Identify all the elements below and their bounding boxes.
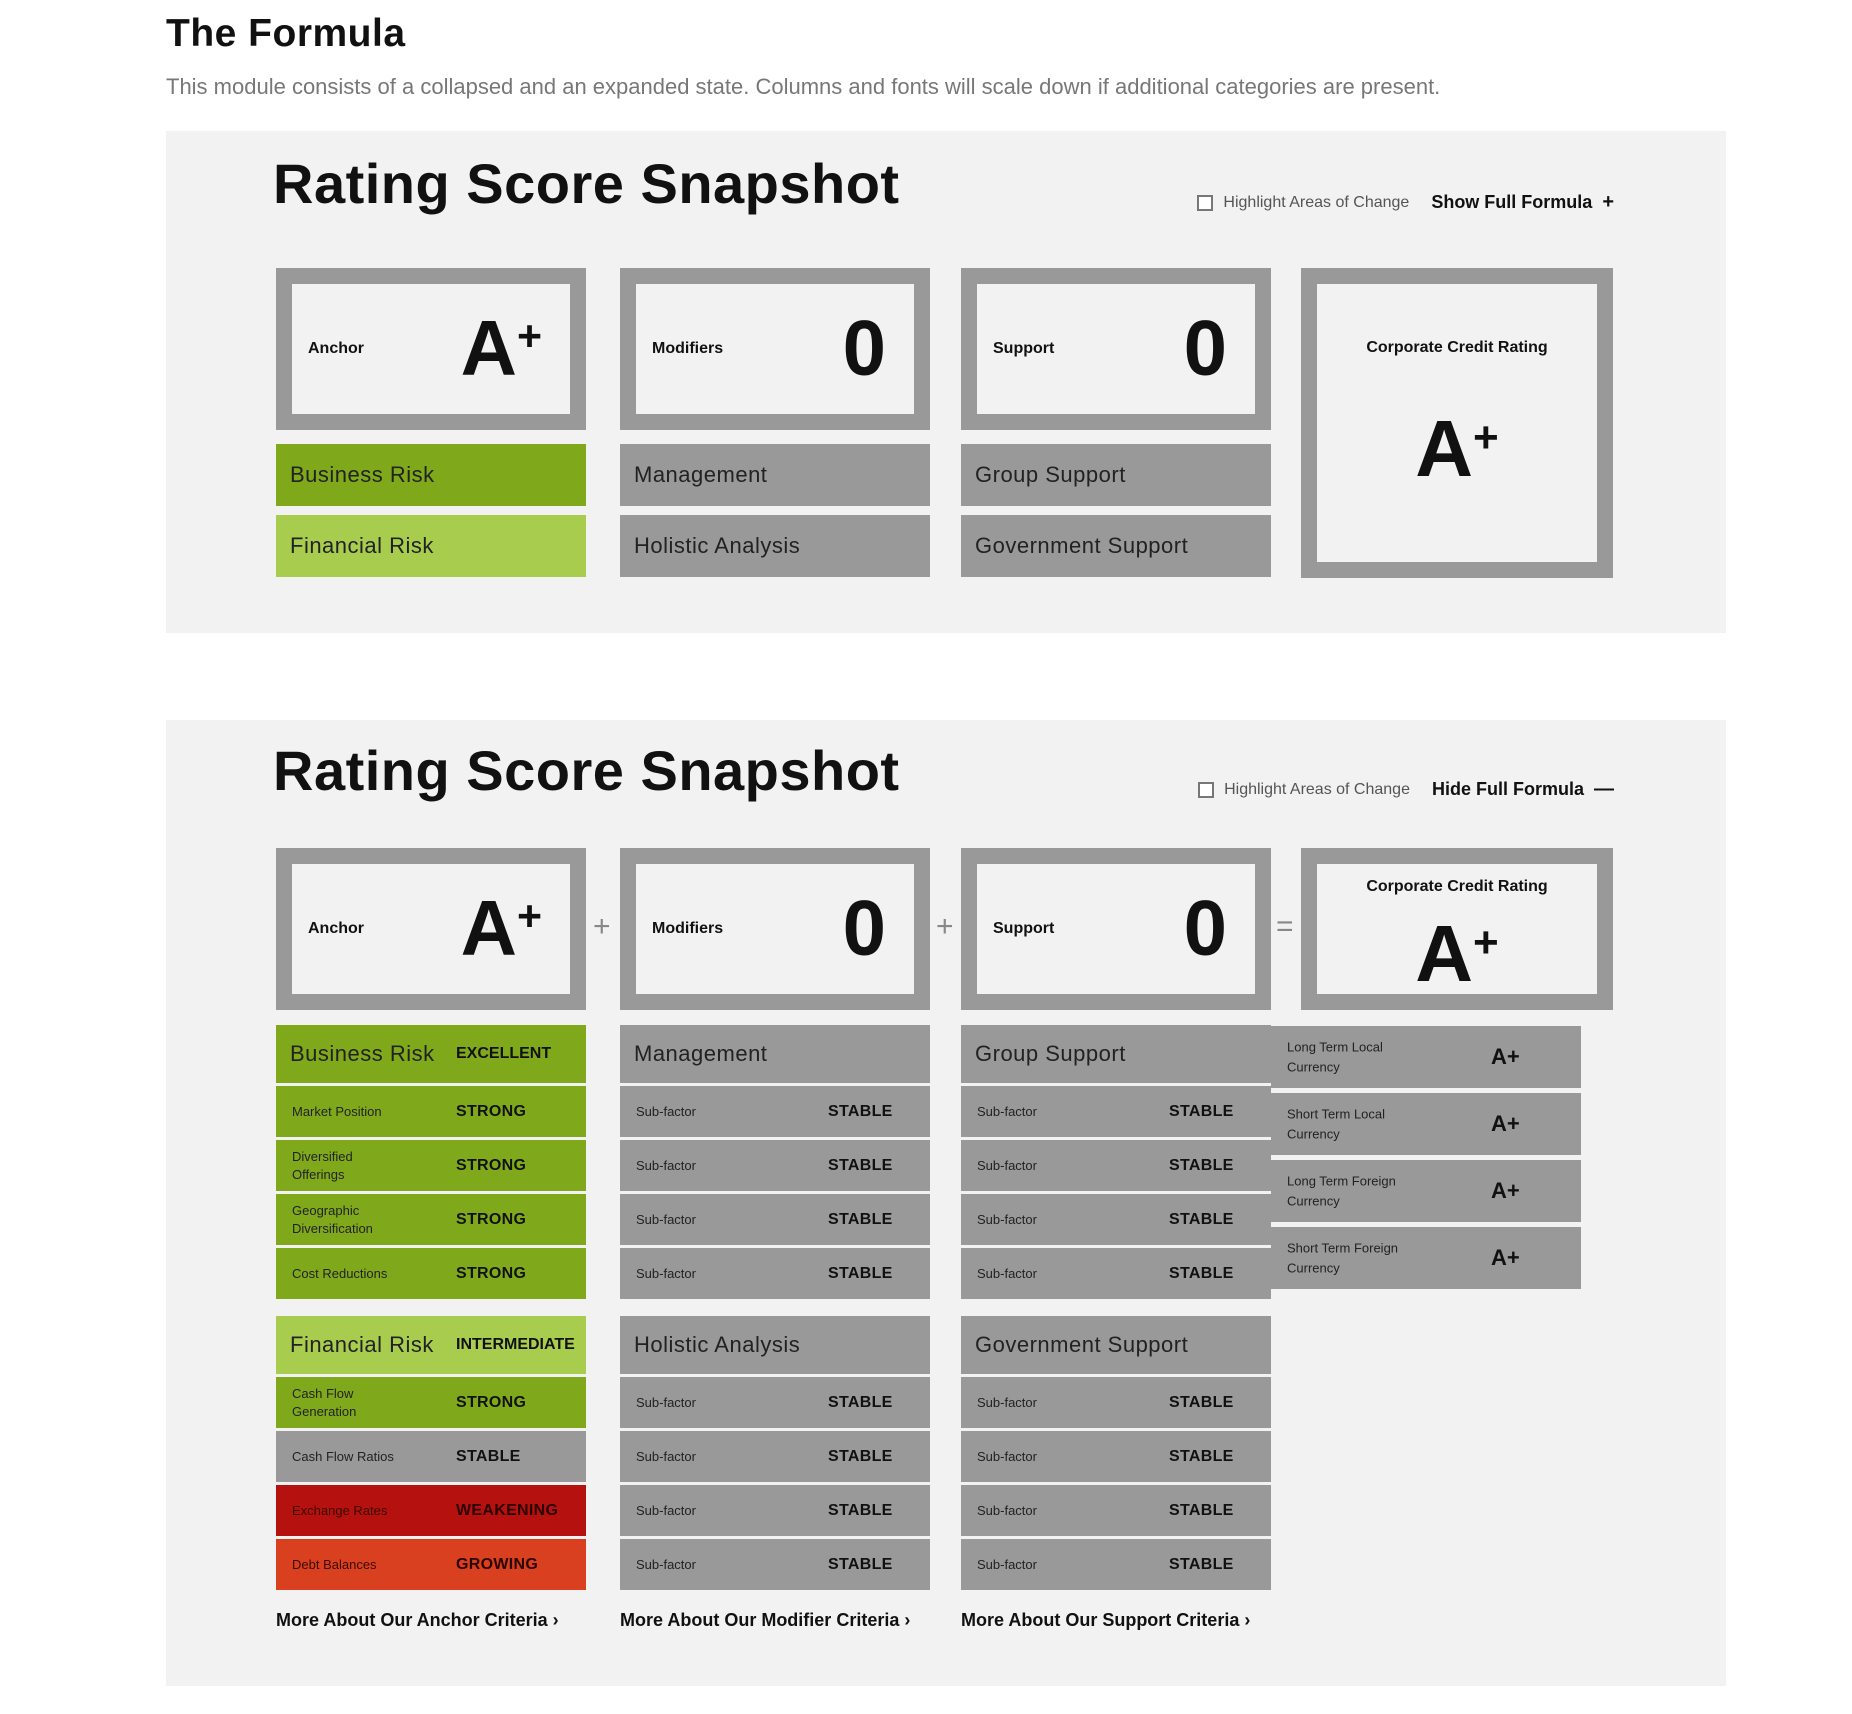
row-label: Sub-factor	[977, 1502, 1037, 1518]
snapshot-expanded-panel	[166, 720, 1726, 1686]
financial-risk-bar[interactable]: Financial Risk	[276, 515, 586, 577]
modifiers-score-box	[620, 848, 930, 1010]
snapshot-controls	[1197, 191, 1614, 214]
modifier-criteria-link[interactable]: More About Our Modifier Criteria ›	[620, 1610, 911, 1630]
toggle-label: Show Full Formula	[1431, 192, 1593, 212]
row-label: Sub-factor	[636, 1157, 696, 1173]
modifiers-score-box	[620, 268, 930, 430]
row-value: GROWING	[456, 1555, 539, 1573]
anchor-label: Anchor	[308, 340, 364, 357]
row-value: STABLE	[1169, 1210, 1234, 1228]
row-value: STABLE	[828, 1555, 893, 1573]
table-row	[620, 1539, 930, 1590]
row-label: Sub-factor	[636, 1502, 696, 1518]
rating-row-long-term-foreign	[1271, 1160, 1581, 1222]
ccr-value: A+	[1415, 909, 1499, 998]
row-label: Cash Flow Ratios	[292, 1448, 394, 1464]
row-label: Sub-factor	[977, 1556, 1037, 1572]
plus-operator: +	[593, 910, 611, 943]
row-label: Sub-factor	[977, 1157, 1037, 1173]
row-label: Sub-factor	[636, 1394, 696, 1410]
snapshot-title: Rating Score Snapshot	[273, 739, 900, 802]
government-support-header[interactable]	[961, 1316, 1271, 1374]
table-row	[961, 1248, 1271, 1299]
anchor-score-box	[276, 268, 586, 430]
modifiers-value: 0	[842, 303, 886, 392]
show-full-formula-button[interactable]	[1431, 191, 1614, 214]
row-value: STRONG	[456, 1264, 527, 1282]
rating-value: A+	[1491, 1245, 1520, 1270]
ccr-label: Corporate Credit Rating	[1366, 878, 1548, 895]
row-label: Sub-factor	[636, 1103, 696, 1119]
row-label: Sub-factor	[977, 1211, 1037, 1227]
rating-label: Long Term Local Currency	[1287, 1039, 1383, 1074]
table-row	[620, 1248, 930, 1299]
row-value: WEAKENING	[456, 1501, 559, 1519]
factor-label: Management	[634, 1041, 768, 1066]
modifiers-label: Modifiers	[652, 920, 724, 937]
support-label: Support	[993, 920, 1055, 937]
table-row	[620, 1485, 930, 1536]
row-label: Sub-factor	[636, 1448, 696, 1464]
table-row	[961, 1140, 1271, 1191]
row-value: STABLE	[828, 1447, 893, 1465]
page-description: This module consists of a collapsed and an expanded state. Columns and fonts will scale down if additional categories are present.	[166, 74, 1441, 99]
rating-value: A+	[1491, 1178, 1520, 1203]
factor-value: INTERMEDIATE	[456, 1336, 575, 1353]
highlight-checkbox[interactable]	[1198, 782, 1214, 798]
row-value: STRONG	[456, 1210, 527, 1228]
business-risk-header[interactable]	[276, 1025, 586, 1083]
row-value: STABLE	[1169, 1447, 1234, 1465]
rating-row-short-term-local	[1271, 1093, 1581, 1155]
anchor-value: A+	[460, 883, 542, 972]
row-value: STABLE	[828, 1102, 893, 1120]
support-label: Support	[993, 340, 1055, 357]
table-row	[961, 1485, 1271, 1536]
row-value: STABLE	[1169, 1156, 1234, 1174]
table-row	[276, 1140, 586, 1191]
rating-value: A+	[1491, 1111, 1520, 1136]
rating-label: Short Term Local Currency	[1287, 1106, 1386, 1141]
snapshot-title: Rating Score Snapshot	[273, 152, 900, 215]
minus-icon: —	[1594, 778, 1614, 800]
row-value: STABLE	[828, 1264, 893, 1282]
anchor-label: Anchor	[308, 920, 364, 937]
page-heading: The Formula	[166, 12, 406, 55]
row-label: Geographic Diversification	[292, 1202, 373, 1236]
management-bar[interactable]: Management	[620, 444, 930, 506]
table-row	[961, 1086, 1271, 1137]
hide-full-formula-button[interactable]	[1432, 778, 1614, 801]
anchor-value: A+	[460, 303, 542, 392]
row-value: STABLE	[828, 1156, 893, 1174]
highlight-label: Highlight Areas of Change	[1223, 193, 1410, 211]
rating-row-short-term-foreign	[1271, 1227, 1581, 1289]
table-row	[620, 1377, 930, 1428]
modifiers-label: Modifiers	[652, 340, 724, 357]
row-label: Sub-factor	[977, 1448, 1037, 1464]
table-row	[961, 1194, 1271, 1245]
corporate-credit-rating-box	[1301, 848, 1613, 1010]
row-label: Market Position	[292, 1103, 382, 1119]
holistic-analysis-bar[interactable]: Holistic Analysis	[620, 515, 930, 577]
table-row	[276, 1194, 586, 1245]
rating-value: A+	[1491, 1044, 1520, 1069]
group-support-header[interactable]	[961, 1025, 1271, 1083]
table-row	[961, 1431, 1271, 1482]
row-value: STABLE	[828, 1210, 893, 1228]
row-label: Sub-factor	[977, 1103, 1037, 1119]
group-support-bar[interactable]: Group Support	[961, 444, 1271, 506]
row-label: Sub-factor	[977, 1394, 1037, 1410]
snapshot-collapsed-panel	[166, 131, 1726, 633]
rating-label: Short Term Foreign Currency	[1287, 1240, 1399, 1275]
toggle-label: Hide Full Formula	[1431, 779, 1584, 799]
row-label: Debt Balances	[292, 1556, 377, 1572]
highlight-checkbox[interactable]	[1197, 195, 1213, 211]
equals-operator: =	[1276, 910, 1294, 943]
table-row	[620, 1431, 930, 1482]
management-header[interactable]	[620, 1025, 930, 1083]
row-label: Cost Reductions	[292, 1265, 388, 1281]
ccr-label: Corporate Credit Rating	[1366, 339, 1548, 356]
financial-risk-header[interactable]	[276, 1316, 586, 1374]
table-row	[620, 1086, 930, 1137]
row-value: STABLE	[1169, 1555, 1234, 1573]
support-value: 0	[1183, 883, 1227, 972]
government-support-bar[interactable]: Government Support	[961, 515, 1271, 577]
snapshot-controls	[1198, 778, 1614, 801]
factor-label: Government Support	[975, 1332, 1189, 1357]
support-criteria-link[interactable]: More About Our Support Criteria ›	[961, 1610, 1251, 1630]
factor-label: Business Risk	[290, 1041, 435, 1066]
table-row	[276, 1431, 586, 1482]
support-value: 0	[1183, 303, 1227, 392]
row-label: Sub-factor	[636, 1265, 696, 1281]
table-row	[620, 1140, 930, 1191]
row-label: Diversified Offerings	[292, 1148, 353, 1182]
factor-label: Group Support	[975, 1041, 1126, 1066]
table-row	[961, 1539, 1271, 1590]
table-row	[276, 1086, 586, 1137]
plus-operator: +	[936, 910, 954, 943]
factor-value: EXCELLENT	[456, 1045, 552, 1062]
factor-label: Financial Risk	[290, 1332, 434, 1357]
row-label: Sub-factor	[636, 1211, 696, 1227]
table-row	[620, 1194, 930, 1245]
row-value: STABLE	[1169, 1102, 1234, 1120]
table-row	[276, 1539, 586, 1590]
table-row	[961, 1377, 1271, 1428]
row-label: Sub-factor	[977, 1265, 1037, 1281]
table-row	[276, 1248, 586, 1299]
row-label: Sub-factor	[636, 1556, 696, 1572]
factor-label: Holistic Analysis	[634, 1332, 801, 1357]
holistic-analysis-header[interactable]	[620, 1316, 930, 1374]
anchor-score-box	[276, 848, 586, 1010]
rating-label: Long Term Foreign Currency	[1287, 1173, 1396, 1208]
table-row	[276, 1485, 586, 1536]
support-score-box	[961, 268, 1271, 430]
modifiers-value: 0	[842, 883, 886, 972]
row-label: Cash Flow Generation	[292, 1385, 357, 1419]
plus-icon: +	[1602, 191, 1614, 213]
row-value: STABLE	[828, 1393, 893, 1411]
corporate-credit-rating-box	[1301, 268, 1613, 578]
support-score-box	[961, 848, 1271, 1010]
business-risk-bar[interactable]: Business Risk	[276, 444, 586, 506]
row-value: STRONG	[456, 1102, 527, 1120]
ccr-value: A+	[1415, 404, 1499, 493]
highlight-label: Highlight Areas of Change	[1224, 780, 1410, 798]
table-row	[276, 1377, 586, 1428]
row-label: Exchange Rates	[292, 1502, 388, 1518]
row-value: STABLE	[1169, 1264, 1234, 1282]
anchor-criteria-link[interactable]: More About Our Anchor Criteria ›	[276, 1610, 559, 1630]
row-value: STABLE	[828, 1501, 893, 1519]
row-value: STABLE	[1169, 1501, 1234, 1519]
rating-row-long-term-local	[1271, 1026, 1581, 1088]
row-value: STRONG	[456, 1156, 527, 1174]
row-value: STRONG	[456, 1393, 527, 1411]
row-value: STABLE	[1169, 1393, 1234, 1411]
row-value: STABLE	[456, 1447, 521, 1465]
